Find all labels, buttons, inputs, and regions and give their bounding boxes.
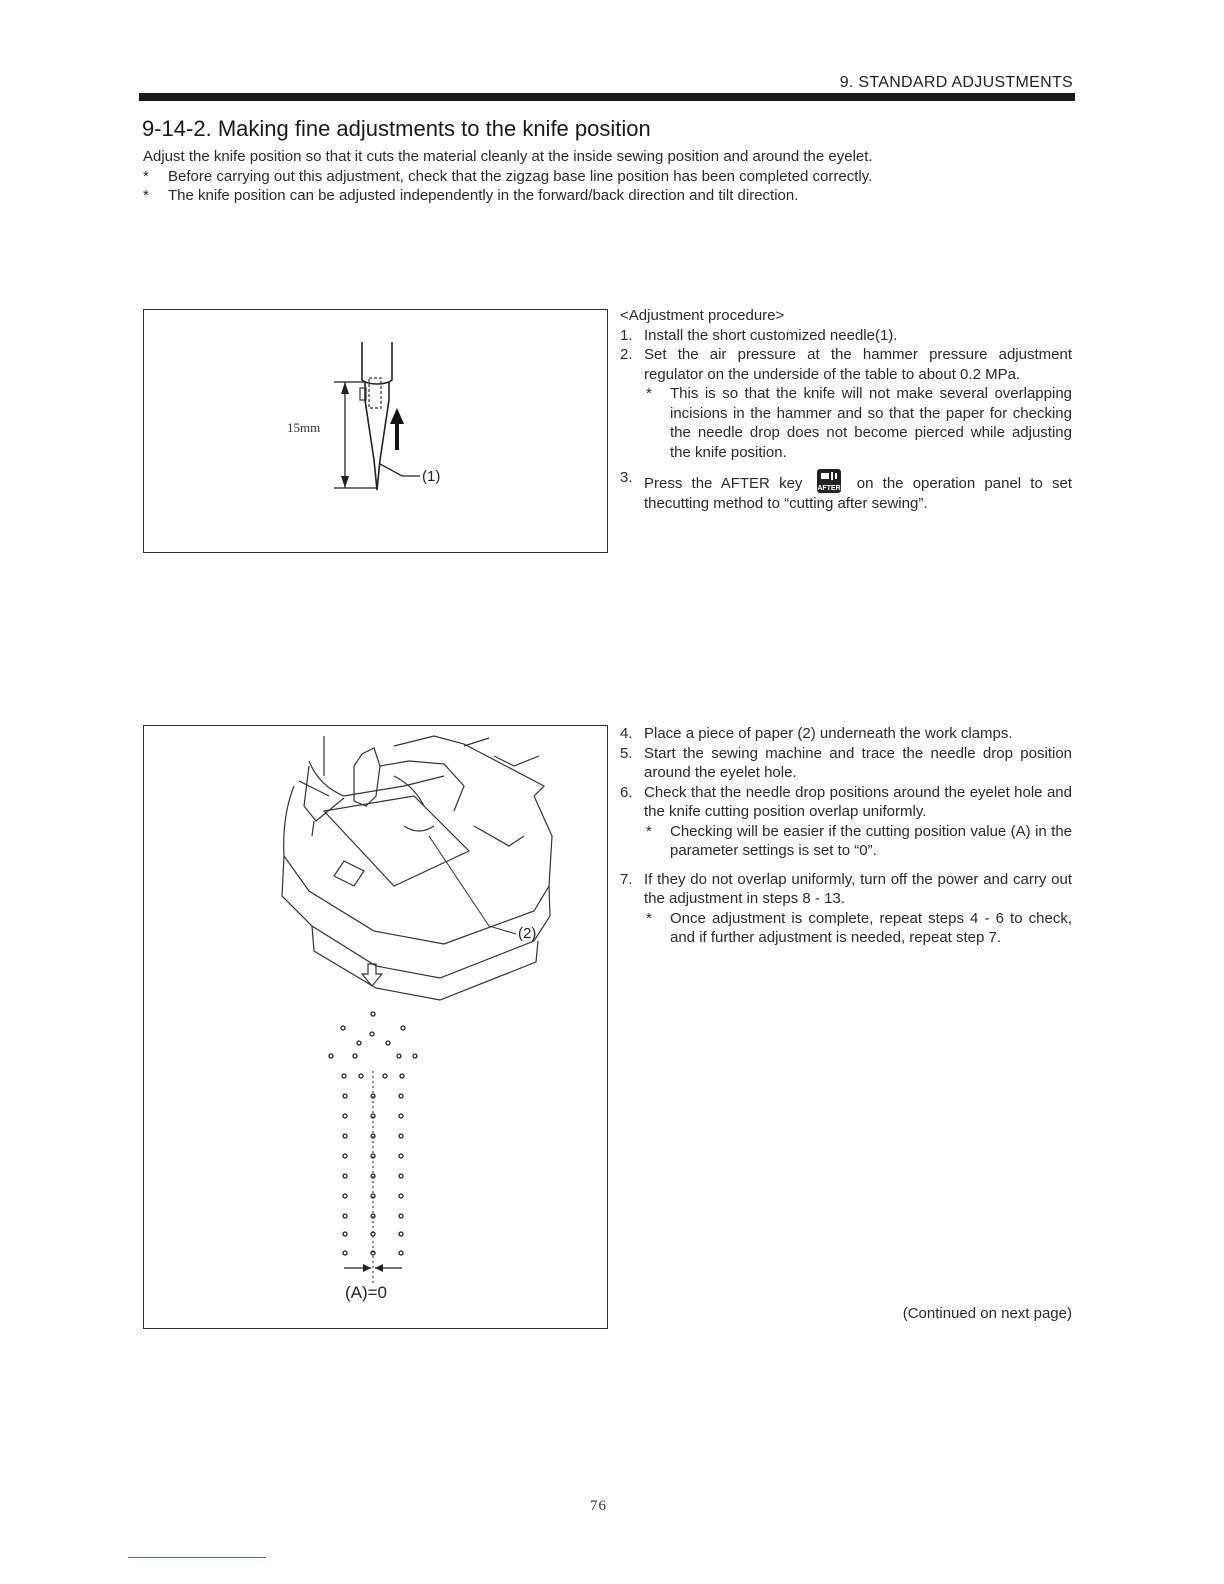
bullet-star: * (143, 187, 149, 204)
bullet-star: * (143, 167, 149, 185)
note-star: * (646, 909, 652, 927)
step-text: Start the sewing machine and trace the needle drop position around the eyelet hole. (644, 744, 1072, 781)
section-header: 9. STANDARD ADJUSTMENTS (839, 74, 1073, 91)
intro-line: Adjust the knife position so that it cuts the material cleanly at the inside sewing position and around the eyelet. (143, 148, 873, 165)
step-text-part: Press the AFTER key (644, 475, 803, 492)
step-number: 3. (620, 469, 633, 486)
procedure-steps-2 (620, 724, 1072, 948)
step-number: 4. (620, 725, 633, 742)
intro-bullet (143, 186, 1093, 206)
step-number: 1. (620, 326, 633, 344)
needle-diagram (144, 310, 607, 552)
step-item (620, 783, 1072, 822)
cutting-position-label: (A)=0 (344, 1283, 388, 1302)
step-text (644, 468, 1072, 514)
intro-text (143, 147, 1093, 206)
step-item (620, 744, 1072, 783)
dimension-label: 15mm (287, 420, 321, 435)
step-text-part: on the operation panel to set thecutting method to “cutting after sewing”. (644, 475, 1072, 512)
machine-figure (143, 725, 608, 1329)
procedure-steps-1 (620, 306, 1072, 514)
needle-drop-dots (329, 1012, 417, 1255)
header-rule (139, 93, 1075, 101)
step-text: Set the air pressure at the hammer pressure adjustment regulator on the underside of the table to about 0.2 MPa. (644, 346, 1072, 383)
note-star: * (646, 385, 652, 402)
step-text: Check that the needle drop positions around the eyelet hole and the knife cutting position overlap uniformly. (644, 783, 1072, 820)
step-number: 6. (620, 783, 633, 801)
needle-callout-label: (1) (422, 468, 441, 485)
step-item (620, 870, 1072, 909)
page-number: 76 (590, 1498, 607, 1514)
paper-callout-label: (2) (518, 925, 537, 942)
needle-figure (143, 309, 608, 553)
step-number: 5. (620, 744, 633, 762)
step-number: 7. (620, 870, 633, 888)
step-text: Install the short customized needle(1). (644, 326, 898, 344)
step-item (620, 724, 1072, 744)
step-item (620, 468, 1072, 514)
step-note (620, 822, 1072, 861)
note-star: * (646, 822, 652, 840)
after-key-label: AFTER (816, 485, 841, 492)
footnote-rule (128, 1557, 266, 1558)
page-title: 9-14-2. Making fine adjustments to the knife position (142, 116, 651, 141)
note-text: Checking will be easier if the cutting position value (A) in the parameter settings is set to “0”. (670, 822, 1072, 859)
step-text: If they do not overlap uniformly, turn off the power and carry out the adjustment in steps 8 - 13. (644, 870, 1072, 907)
machine-diagram (144, 726, 607, 1328)
intro-bullet-text: Before carrying out this adjustment, check that the zigzag base line position has been completed correctly. (168, 167, 873, 185)
step-note (620, 384, 1072, 462)
step-note (620, 909, 1072, 948)
intro-bullet (143, 167, 1093, 187)
step-item (620, 326, 1072, 346)
step-number: 2. (620, 346, 633, 363)
after-key-icon (816, 468, 842, 494)
note-text: Once adjustment is complete, repeat steps 4 - 6 to check, and if further adjustment is needed, repeat step 7. (670, 909, 1072, 946)
step-text: Place a piece of paper (2) underneath the work clamps. (644, 725, 1013, 742)
note-text: This is so that the knife will not make several overlapping incisions in the hammer and so that the paper for checking the needle drop does not become pierced while adjusting the knife position. (670, 385, 1072, 461)
continued-note: (Continued on next page) (902, 1305, 1072, 1322)
intro-bullet-text: The knife position can be adjusted independently in the forward/back direction and tilt direction. (168, 187, 799, 204)
procedure-heading: <Adjustment procedure> (620, 307, 785, 324)
step-item (620, 345, 1072, 384)
